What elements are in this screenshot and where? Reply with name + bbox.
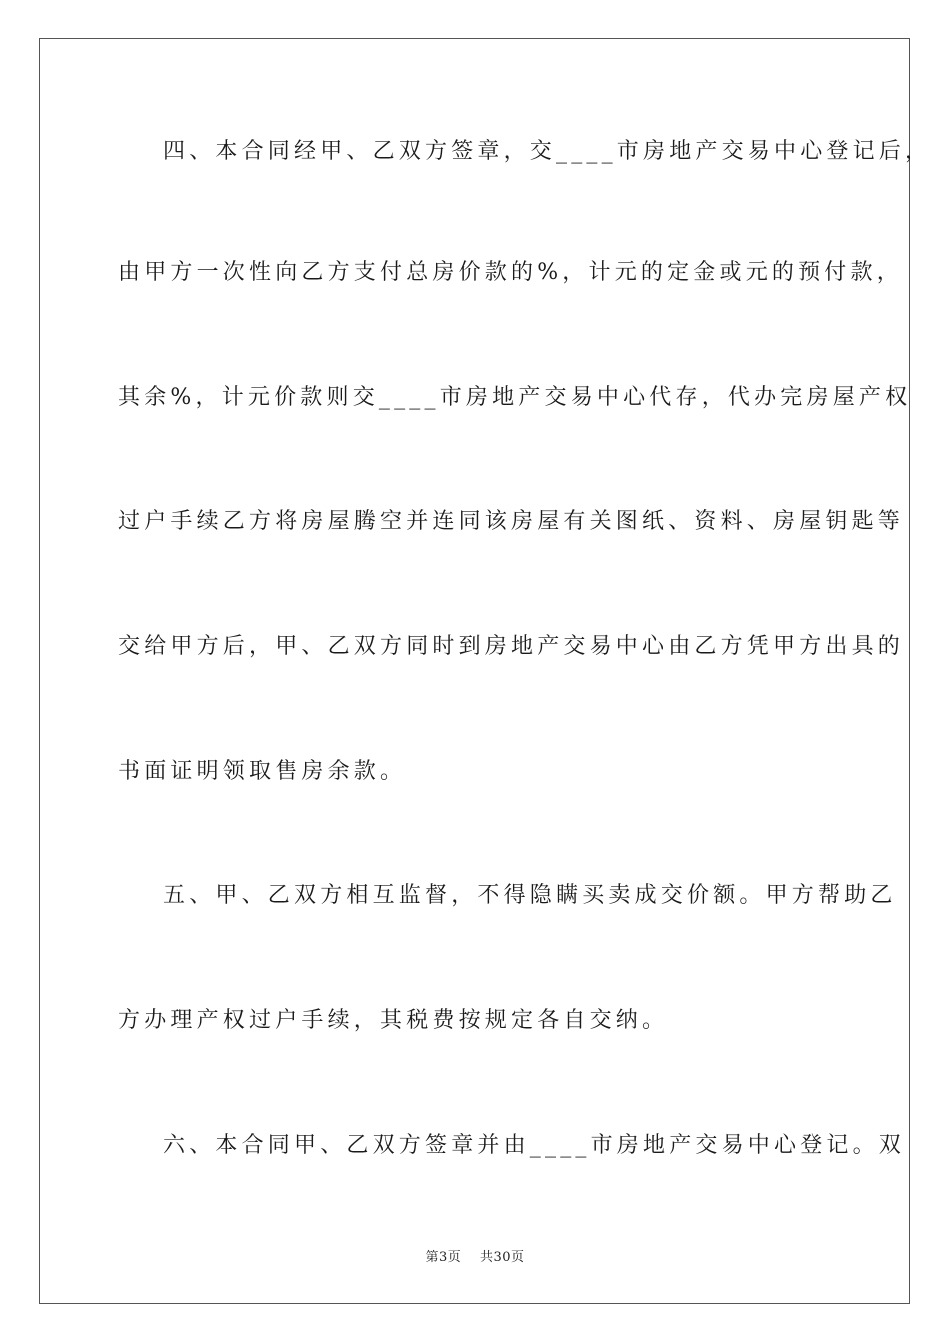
paragraph-5-line-2: 方办理产权过户手续，其税费按规定各自交纳。 (118, 1008, 669, 1033)
page-total: 共30页 (479, 1250, 525, 1265)
paragraph-4-line-5: 交给甲方后，甲、乙双方同时到房地产交易中心由乙方凭甲方出具的 (118, 634, 905, 659)
paragraph-5-line-1: 五、甲、乙双方相互监督，不得隐瞒买卖成交价额。甲方帮助乙 (163, 883, 897, 908)
paragraph-4-line-4: 过户手续乙方将房屋腾空并连同该房屋有关图纸、资料、房屋钥匙等 (118, 509, 905, 534)
page-footer (0, 1246, 950, 1265)
paragraph-4-line-3: 其余%，计元价款则交____市房地产交易中心代存，代办完房屋产权 (118, 385, 912, 410)
paragraph-4-line-6: 书面证明领取售房余款。 (118, 759, 407, 784)
paragraph-6-line-1: 六、本合同甲、乙双方签章并由____市房地产交易中心登记。双 (163, 1133, 906, 1158)
paragraph-4-line-2: 由甲方一次性向乙方支付总房价款的%，计元的定金或元的预付款， (118, 260, 903, 285)
page-frame (39, 38, 910, 1304)
paragraph-4-line-1: 四、本合同经甲、乙双方签章，交____市房地产交易中心登记后， (163, 139, 932, 164)
page-number: 第3页 (425, 1250, 462, 1265)
